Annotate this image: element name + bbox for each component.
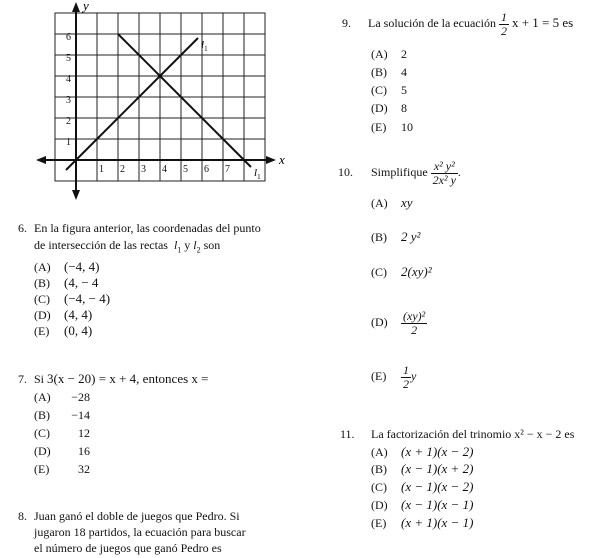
q9-option-b[interactable]: (B) 4	[371, 65, 407, 79]
q6-option-e[interactable]: (E) (0, 4)	[34, 323, 93, 338]
y-axis-arrow-up	[72, 2, 80, 12]
q11-option-b[interactable]: (B) (x − 1)(x + 2)	[371, 461, 474, 476]
q10-text: Simplifique $\frac{\text{x² y²}}{\text{2x² y}}$ .	[371, 158, 461, 187]
q8-number: 8.	[18, 509, 27, 523]
q11-option-d[interactable]: (D) (x − 1)(x − 1)	[371, 497, 474, 512]
q8-line3: el número de juegos que ganó Pedro es	[34, 541, 222, 555]
grid	[55, 13, 265, 181]
q6-option-b[interactable]: (B) (4, − 4	[34, 275, 99, 290]
y-tick-1: 1	[66, 137, 71, 148]
q10-option-e[interactable]: (E) $\frac{1}{2}$ y	[371, 362, 417, 391]
y-axis-arrow-down	[72, 190, 80, 200]
q7-option-d[interactable]: (D) 16	[34, 444, 90, 458]
y-tick-3: 3	[66, 95, 71, 106]
q11-number: 11.	[340, 427, 355, 441]
x-tick-1: 1	[99, 164, 104, 175]
line-l1-label: $l_1$	[201, 39, 208, 53]
x-tick-5: 5	[183, 164, 188, 175]
q7-text: Si 3(x − 20) = x + 4, entonces x =	[34, 371, 209, 386]
x-axis-arrow-left	[36, 156, 46, 164]
q11-option-e[interactable]: (E) (x + 1)(x − 1)	[371, 515, 474, 530]
q6-option-c[interactable]: (C) (−4, − 4)	[34, 291, 111, 306]
q9-option-a[interactable]: (A) 2	[371, 47, 407, 61]
x-tick-4: 4	[162, 164, 167, 175]
q11-option-a[interactable]: (A) (x + 1)(x − 2)	[371, 444, 474, 459]
line-l2-label: $l_1$	[254, 167, 261, 181]
q8-line1: Juan ganó el doble de juegos que Pedro. Si	[34, 509, 240, 523]
q10-fraction: $\frac{\text{x² y²}}{\text{2x² y}}$	[432, 158, 456, 187]
x-axis-label: x	[279, 152, 285, 167]
q9-option-e[interactable]: (E) 10	[371, 120, 413, 134]
q9-option-c[interactable]: (C) 5	[371, 83, 407, 97]
x-tick-7: 7	[225, 164, 230, 175]
x-tick-2: 2	[120, 164, 125, 175]
x-tick-3: 3	[141, 164, 146, 175]
q7-number: 7.	[18, 372, 27, 386]
coordinate-figure	[0, 0, 300, 200]
q7-option-a[interactable]: (A) −28	[34, 390, 90, 404]
q7-option-c[interactable]: (C) 12	[34, 426, 90, 440]
q11-option-c[interactable]: (C) (x − 1)(x − 2)	[371, 479, 474, 494]
y-tick-4: 4	[66, 74, 71, 85]
q9-text: La solución de la ecuación $\frac{1}{2}$ x + 1 = 5 es	[368, 9, 574, 38]
line-l1	[66, 38, 198, 170]
q6-text-line2: de intersección de las rectas $l_1$ y $l_2$ son	[34, 238, 221, 255]
q6-number: 6.	[18, 221, 27, 235]
q10-option-d[interactable]: (D) $\frac{\text{(xy)²}}{2}$	[371, 308, 426, 337]
y-axis-label: y	[83, 0, 89, 13]
q7-option-b[interactable]: (B) −14	[34, 408, 90, 422]
q10-option-a[interactable]: (A) xy	[371, 195, 413, 210]
line-l2	[118, 34, 251, 167]
q8-line2: jugaron 18 partidos, la ecuación para buscar	[34, 525, 246, 539]
q10-option-c[interactable]: (C) 2(xy)²	[371, 264, 432, 279]
q6-option-a[interactable]: (A) (−4, 4)	[34, 259, 100, 274]
q6-option-d[interactable]: (D) (4, 4)	[34, 307, 93, 322]
q9-fraction: $\frac{1}{2}$	[500, 9, 507, 38]
y-tick-5: 5	[66, 53, 71, 64]
q9-number: 9.	[342, 16, 351, 30]
y-tick-6: 6	[66, 32, 71, 43]
q11-text: La factorización del trinomio x² − x − 2 es	[371, 427, 575, 441]
q9-option-d[interactable]: (D) 8	[371, 101, 407, 115]
x-axis-arrow-right	[266, 156, 276, 164]
q10-number: 10.	[338, 165, 353, 179]
q10-option-b[interactable]: (B) 2 y²	[371, 229, 421, 244]
q7-option-e[interactable]: (E) 32	[34, 462, 90, 476]
q6-text-line1: En la figura anterior, las coordenadas del punto	[34, 221, 261, 235]
x-tick-6: 6	[204, 164, 209, 175]
y-tick-2: 2	[66, 116, 71, 127]
